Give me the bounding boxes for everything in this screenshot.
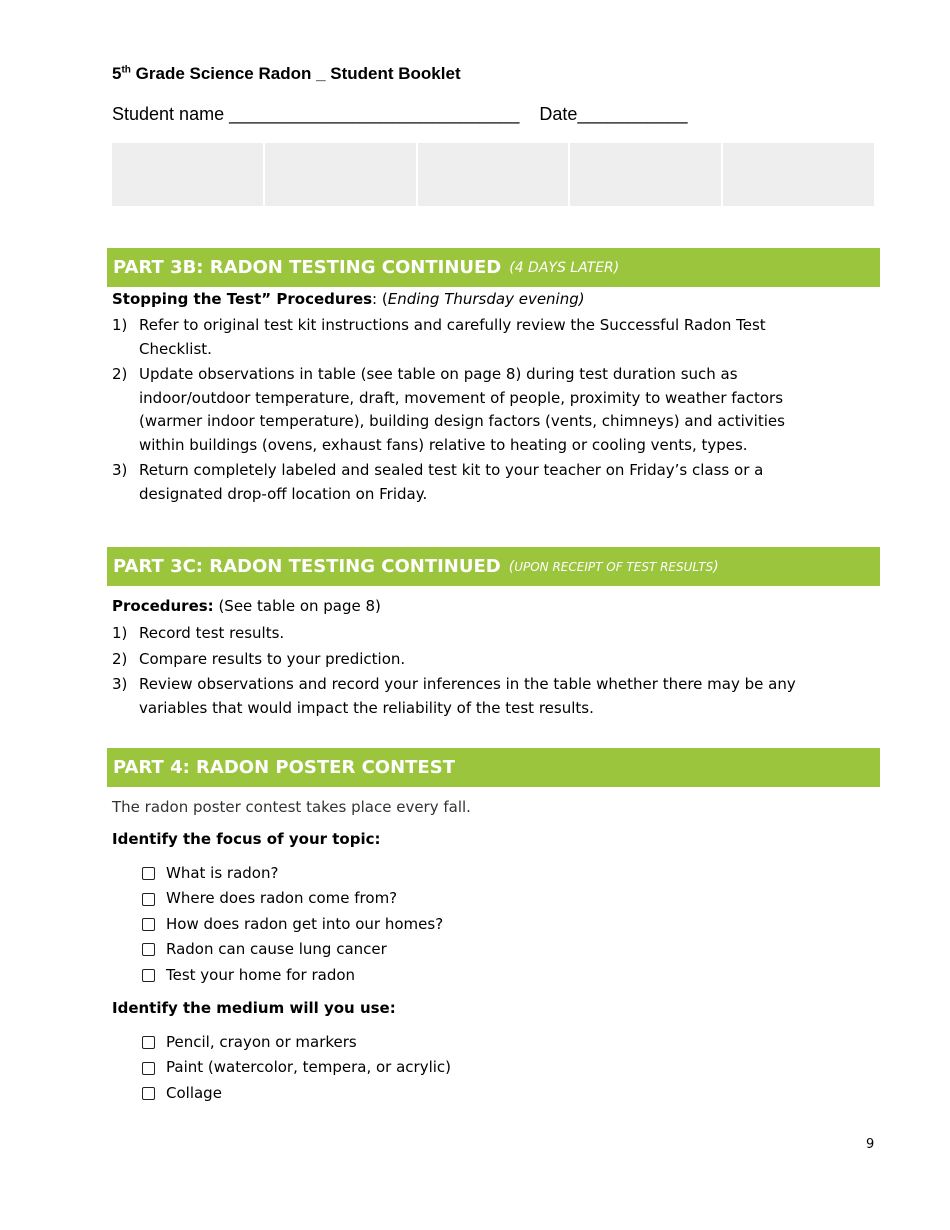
list-item	[112, 459, 812, 506]
step-number: 1)	[112, 316, 128, 334]
part3c-procedures-heading	[112, 595, 381, 619]
checkbox[interactable]	[142, 1062, 155, 1075]
part3c-subtitle-open: (	[508, 558, 515, 575]
grade-number: 5	[112, 64, 122, 83]
part3b-procedures-note: Ending Thursday evening)	[387, 290, 585, 308]
medium-option[interactable]	[142, 1081, 451, 1106]
part3b-procedures-colon: : (	[372, 290, 388, 308]
checkbox[interactable]	[142, 1087, 155, 1100]
table-cell	[418, 143, 569, 206]
table-cell	[265, 143, 416, 206]
step-text: Update observations in table (see table on page 8) during test duration such as indoor/outdoor temperature, draft, movement of people, proximity to weather factors (warmer indoor temperature), building design factors (vents, chimneys) and activities within buildings (ovens, exhaust fans) relative to heating or cooling vents, types.	[139, 365, 785, 454]
option-label: Collage	[166, 1083, 222, 1102]
header-table	[112, 143, 874, 206]
list-item	[112, 363, 812, 457]
part3c-steps	[112, 622, 812, 722]
header-title: Grade Science Radon _ Student Booklet	[130, 64, 461, 83]
part3c-subtitle-close: )	[713, 558, 719, 575]
part4-header	[107, 748, 880, 787]
part3b-subtitle: (4 DAYS LATER)	[509, 259, 620, 276]
focus-option[interactable]	[142, 861, 443, 886]
option-label: How does radon get into our homes?	[166, 914, 444, 933]
date-label: Date	[539, 104, 578, 124]
list-item	[112, 673, 812, 720]
medium-option[interactable]	[142, 1055, 451, 1080]
focus-option[interactable]	[142, 912, 443, 937]
checkbox[interactable]	[142, 1036, 155, 1049]
part3b-header	[107, 248, 880, 287]
list-item	[112, 622, 812, 646]
option-label: Test your home for radon	[166, 965, 356, 984]
checkbox[interactable]	[142, 918, 155, 931]
part3b-steps	[112, 314, 812, 508]
focus-option[interactable]	[142, 937, 443, 962]
option-label: What is radon?	[166, 863, 279, 882]
focus-option[interactable]	[142, 963, 443, 988]
part3c-procedures-note: (See table on page 8)	[213, 597, 381, 615]
checkbox[interactable]	[142, 969, 155, 982]
part3c-subtitle-text: UPON RECEIPT OF TEST RESULTS	[514, 559, 714, 574]
medium-options	[142, 1030, 451, 1106]
checkbox[interactable]	[142, 867, 155, 880]
table-cell	[723, 143, 874, 206]
step-text: Review observations and record your inferences in the table whether there may be any variables that would impact the reliability of the test results.	[139, 675, 796, 717]
list-item	[112, 648, 812, 672]
part3c-header	[107, 547, 880, 586]
option-label: Radon can cause lung cancer	[166, 940, 387, 959]
focus-label: Identify the focus of your topic:	[112, 830, 381, 848]
step-number: 3)	[112, 461, 128, 479]
date-blank[interactable]: ___________	[577, 104, 688, 124]
focus-options	[142, 861, 443, 988]
focus-option[interactable]	[142, 886, 443, 911]
part3b-title: PART 3B: RADON TESTING CONTINUED	[113, 257, 502, 278]
part4-title: PART 4: RADON POSTER CONTEST	[113, 757, 455, 778]
medium-label: Identify the medium will you use:	[112, 999, 396, 1017]
checkbox[interactable]	[142, 893, 155, 906]
table-cell	[112, 143, 263, 206]
page-number: 9	[866, 1137, 875, 1152]
step-text: Record test results.	[139, 624, 285, 642]
list-item	[112, 314, 812, 361]
step-number: 1)	[112, 624, 128, 642]
part3b-procedures-heading	[112, 288, 585, 312]
part3c-procedures-label: Procedures:	[112, 597, 214, 615]
step-text: Refer to original test kit instructions and carefully review the Successful Radon Test Checklist.	[139, 316, 766, 358]
table-cell	[570, 143, 721, 206]
part4-intro: The radon poster contest takes place every fall.	[112, 798, 471, 816]
step-text: Compare results to your prediction.	[139, 649, 406, 668]
option-label: Where does radon come from?	[166, 889, 398, 908]
document-header	[112, 64, 461, 84]
step-text: Return completely labeled and sealed test kit to your teacher on Friday’s class or a designated drop-off location on Friday.	[139, 461, 764, 503]
student-name-blank[interactable]: _____________________________	[224, 104, 520, 124]
medium-option[interactable]	[142, 1030, 451, 1055]
option-label: Paint (watercolor, tempera, or acrylic)	[166, 1058, 452, 1077]
part3c-subtitle	[509, 559, 719, 575]
checkbox[interactable]	[142, 943, 155, 956]
step-number: 3)	[112, 675, 128, 693]
student-name-label: Student name	[112, 104, 225, 124]
option-label: Pencil, crayon or markers	[166, 1032, 357, 1051]
part3b-procedures-label: Stopping the Test” Procedures	[112, 290, 373, 308]
step-number: 2)	[112, 365, 128, 383]
step-number: 2)	[112, 649, 128, 668]
grade-suffix: th	[121, 64, 131, 76]
part3c-title: PART 3C: RADON TESTING CONTINUED	[113, 556, 501, 577]
student-name-line	[112, 104, 688, 125]
